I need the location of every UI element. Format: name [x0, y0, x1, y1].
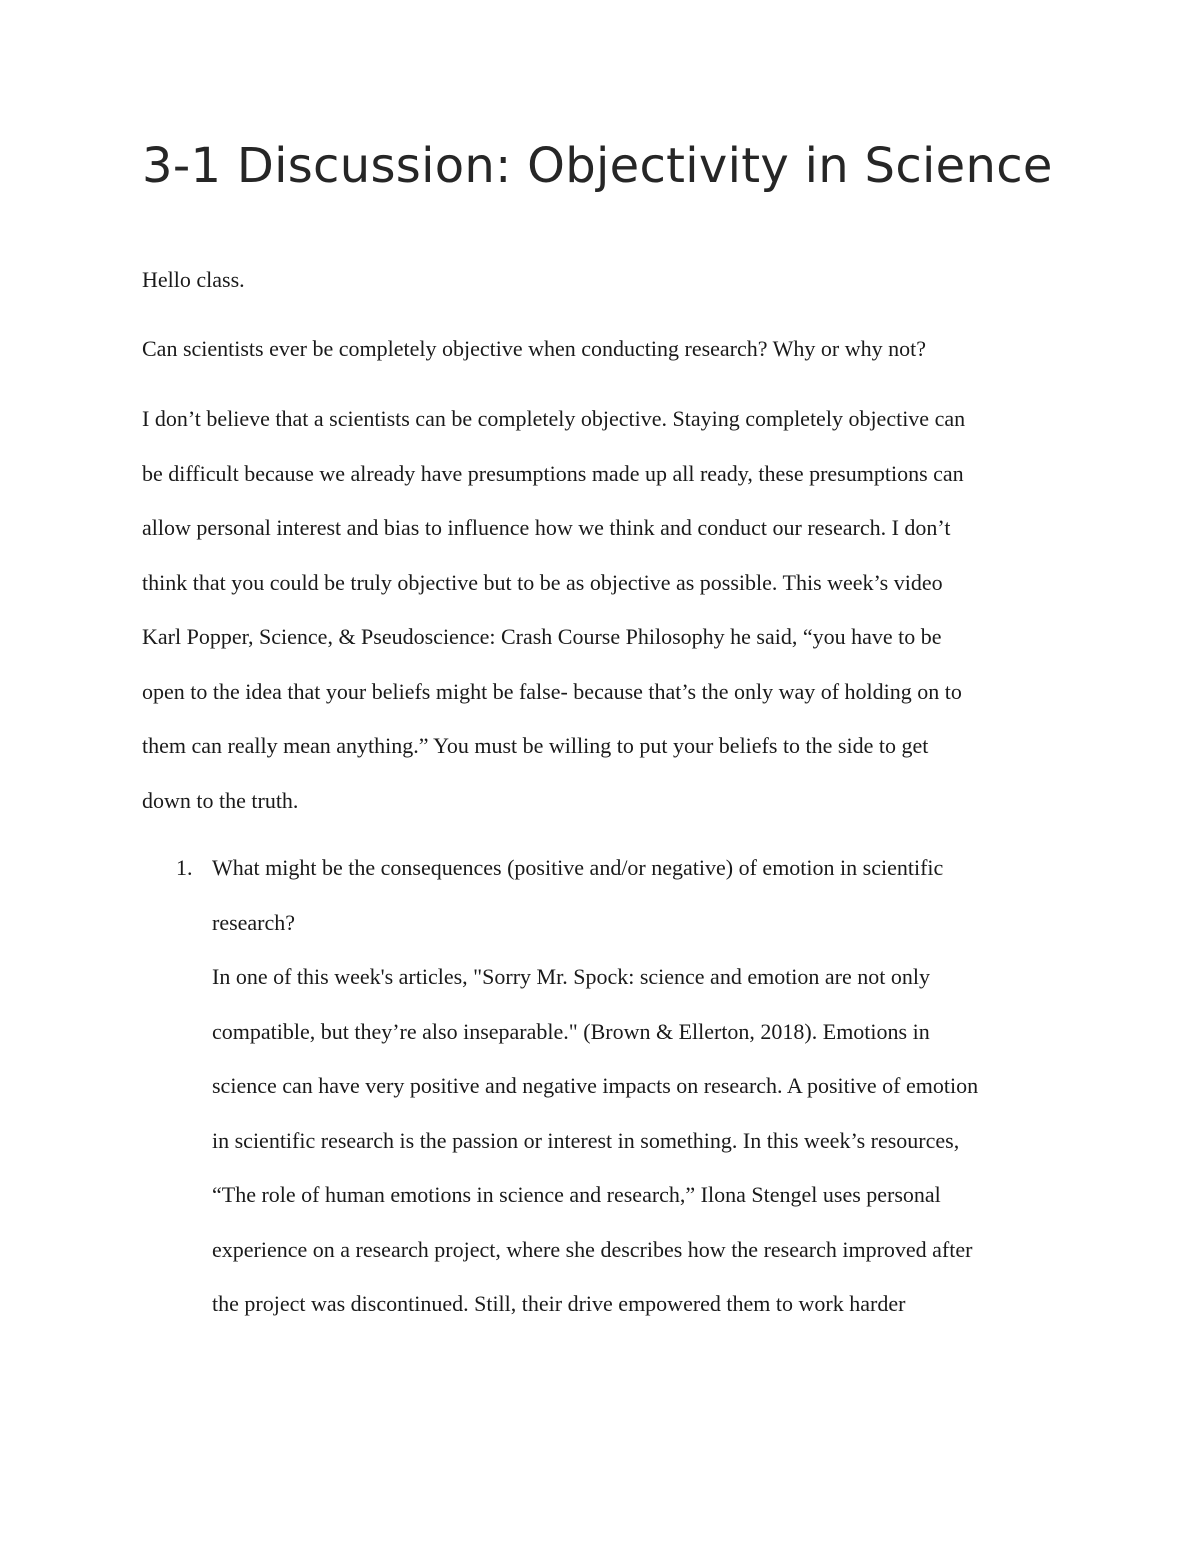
list-item-line: experience on a research project, where she describes how the research improved after [212, 1236, 973, 1262]
list-item-line: In one of this week's articles, "Sorry Mr. Spock: science and emotion are not only [212, 964, 930, 989]
list-item-line: What might be the consequences (positive and/or negative) of emotion in scientific [212, 855, 944, 880]
question-paragraph: Can scientists ever be completely objective when conducting research? Why or why not? [142, 336, 926, 361]
list-item-line: “The role of human emotions in science and research,” Ilona Stengel uses personal [212, 1182, 941, 1207]
answer-line: be difficult because we already have presumptions made up all ready, these presumptions can [142, 460, 964, 486]
list-item-body [212, 841, 1072, 1332]
list-item-line: research? [212, 909, 296, 935]
answer-line: Karl Popper, Science, & Pseudoscience: Crash Course Philosophy he said, “you have to be [142, 624, 942, 649]
answer-line: I don’t believe that a scientists can be completely objective. Staying completely objective can [142, 406, 966, 431]
answer-line: think that you could be truly objective but to be as objective as possible. This week’s video [142, 569, 943, 595]
page-title: 3-1 Discussion: Objectivity in Science [142, 138, 1053, 194]
answer-line: allow personal interest and bias to influence how we think and conduct our research. I don’t [142, 515, 951, 540]
greeting-paragraph: Hello class. [142, 267, 245, 292]
list-item-line: compatible, but they’re also inseparable." (Brown & Ellerton, 2018). Emotions in [212, 1018, 930, 1044]
list-item-line: science can have very positive and negative impacts on research. A positive of emotion [212, 1073, 979, 1098]
list-item-line: in scientific research is the passion or interest in something. In this week’s resources, [212, 1127, 960, 1153]
answer-line: them can really mean anything.” You must be willing to put your beliefs to the side to get [142, 733, 929, 758]
answer-line: down to the truth. [142, 787, 299, 813]
list-item-number: 1. [176, 855, 193, 880]
answer-line: open to the idea that your beliefs might be false- because that’s the only way of holding on to [142, 678, 962, 704]
list-item-line: the project was discontinued. Still, their drive empowered them to work harder [212, 1291, 906, 1316]
answer-paragraph [142, 392, 1072, 828]
